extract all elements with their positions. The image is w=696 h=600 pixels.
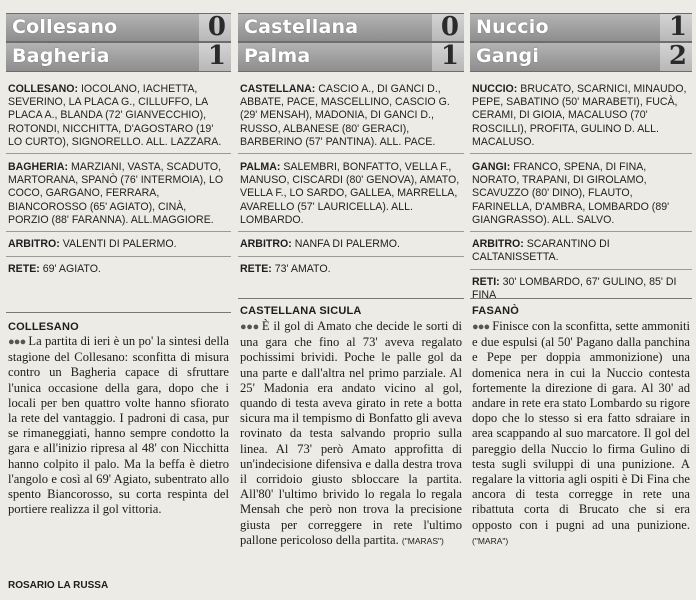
- article-title: FASANÒ: [472, 305, 520, 317]
- home-team-name: Collesano: [12, 16, 118, 38]
- home-score: 1: [668, 12, 687, 42]
- home-lineup: COLLESANO: IOCOLANO, IACHETTA, SEVERINO, LA PLACA G., CILLUFFO, LA PLACA A., BLANDA (72' GIANVECCHIO), ROTONDI, NICCHITTA, D'AGOSTARO (19' LO CURTO), SIGNORELLO. ALL. LAZZARA.: [8, 83, 222, 148]
- away-score: 1: [440, 41, 459, 71]
- referee-line: ARBITRO: SCARANTINO DI CALTANISSETTA.: [472, 238, 610, 264]
- goals-line: RETE: 73' AMATO.: [240, 263, 331, 276]
- away-team-name: Palma: [244, 45, 311, 67]
- home-team-band: [470, 13, 692, 42]
- goals-line: RETI: 30' LOMBARDO, 67' GULINO, 85' DI FINA: [472, 276, 677, 302]
- away-team-band: [6, 42, 231, 72]
- three-dots-icon: ●●●: [472, 321, 490, 333]
- goals-line: RETE: 69' AGIATO.: [8, 263, 101, 276]
- article-body: ●●● È il gol di Amato che decide le sorti di una gara che fino al 73' aveva regalato pochissimi brividi. Poche le palle gol da una parte e dall'altra nel primo parziale. Al 25' Madonia era andato vicino al gol, quando di testa aveva girato in rete a botta sicura ma il tempismo di Bonfatto gli aveva rovinato da testa salvando proprio sulla linea. Al 73' però Amato approfitta di un'indecisione difensiva e dalla destra trova il corridoio giusto sbloccare la partita. All'80' l'ultimo brivido lo regala lo regala Mensah che però non trova la precisione giusta per correggere in rete l'ultimo pallone pericoloso della partita. ("MARAS"): [240, 319, 462, 547]
- home-team-name: Nuccio: [476, 16, 549, 38]
- three-dots-icon: ●●●: [240, 321, 259, 333]
- home-lineup: NUCCIO: BRUCATO, SCARNICI, MINAUDO, PEPE, SABATINO (50' MARABETI), FUCÀ, CERAMI, DI GIOIA, MACALUSO (70' ROSCILLI), PROFITA, GULINO D. ALL. MACALUSO.: [472, 83, 687, 148]
- article-body: ●●● Finisce con la sconfitta, sette ammoniti e due espulsi (al 50' Pagano dalla panchina e Pepe per doppia ammonizione) una domenica nera in cui la Nuccio contesta fortemente la direzione di gara. Al 30' ad andare in rete era stato Lombardo su rigore dopo che lo stesso si era fatto sdraiare in area scappando al suo marcatore. Il gol del pareggio della Nuccio lo firma Gulino di testa sugli sviluppi di una punizione. A regalare la vittoria agli ospiti è Di Fina che ancora di testa corregge in rete una ribattuta corta di Brucato che si era opposto con i pugni ad una punizione. ("MARA"): [472, 319, 690, 546]
- away-team-name: Gangi: [476, 45, 540, 67]
- credit: ("MARAS"): [401, 535, 444, 546]
- home-team-name: Castellana: [244, 16, 359, 38]
- three-dots-icon: ●●●: [8, 336, 26, 348]
- article-title: CASTELLANA SICULA: [240, 305, 362, 317]
- home-score: 0: [440, 12, 459, 42]
- away-team-band: [470, 42, 692, 72]
- away-team-band: [238, 42, 464, 72]
- home-lineup: CASTELLANA: CASCIO A., DI GANCI D., ABBATE, PACE, MASCELLINO, CASCIO G. (29' MENSAH), MADONIA, DI GANCI D., RUSSO, ALBANESE (80' GERACI), BARBERINO (57' PANTINA). ALL. PACE.: [240, 83, 450, 148]
- home-team-band: [6, 13, 231, 42]
- article-title: COLLESANO: [8, 321, 79, 333]
- away-lineup: GANGI: FRANCO, SPENA, DI FINA, NORATO, TRAPANI, DI GIROLAMO, SCAVUZZO (80' DINO), FLAUTO, FARINELLA, D'AMBRA, LOMBARDO (89' GIANGRASSO). ALL. SALVO.: [472, 161, 670, 226]
- match-column-nuccio: [470, 0, 692, 600]
- away-score: 2: [668, 41, 687, 71]
- home-score: 0: [207, 12, 226, 42]
- referee-line: ARBITRO: VALENTI DI PALERMO.: [8, 238, 177, 251]
- credit: ("MARA"): [472, 535, 509, 546]
- away-lineup: BAGHERIA: MARZIANI, VASTA, SCADUTO, MARTORANA, SPANÒ (76' INTERMOIA), LO COCO, GARGANO, FERRARA, BIANCOROSSO (65' AGIATO), CINÀ, PORZIO (88' FARANNA). ALL.MAGGIORE.: [8, 161, 224, 226]
- away-team-name: Bagheria: [12, 45, 110, 67]
- article-body: ●●● La partita di ieri è un po' la sintesi della stagione del Collesano: sconfitta di misura contro un Bagheria capace di sfruttare l'unica occasione della gara, dopo che i locali per ben quattro volte hanno sfiorato la rete del vantaggio. I padroni di casa, pur se rimaneggiati, hanno sempre condotto la gara e all'inizio ripresa al 48' con Nicchitta hanno colpito il palo. Ma la beffa è dietro l'angolo e così al 69' Agiato, subentrato allo spento Biancorosso, su corta respinta del portiere realizza il gol vittoria.: [8, 334, 229, 517]
- byline: ROSARIO LA RUSSA: [8, 580, 109, 591]
- away-lineup: PALMA: SALEMBRI, BONFATTO, VELLA F., MANUSO, CISCARDI (80' GENOVA), AMATO, VELLA F., LO SARDO, GALLEA, MARRELLA, AVARELLO (57' LAURICELLA). ALL. LOMBARDO.: [240, 161, 460, 226]
- match-column-castellana: [238, 0, 464, 600]
- match-column-collesano: [6, 0, 231, 600]
- home-team-band: [238, 13, 464, 42]
- referee-line: ARBITRO: NANFA DI PALERMO.: [240, 238, 400, 251]
- away-score: 1: [207, 41, 226, 71]
